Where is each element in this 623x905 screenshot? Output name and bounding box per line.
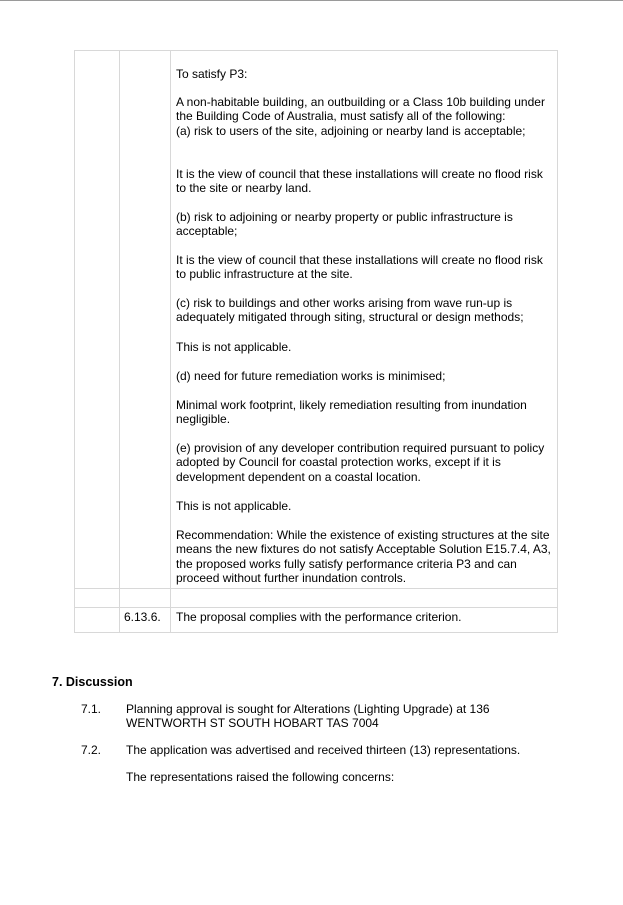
assessment-paragraph: This is not applicable. — [176, 499, 292, 513]
table-line — [74, 50, 558, 51]
discussion-item — [126, 743, 546, 757]
assessment-cell — [176, 296, 554, 325]
assessment-cell — [176, 167, 554, 196]
assessment-paragraph: (b) risk to adjoining or nearby property or public infrastructure is acceptable; — [176, 210, 513, 239]
assessment-cell — [176, 210, 554, 239]
table-line — [557, 50, 558, 633]
assessment-cell — [176, 95, 554, 138]
discussion-text: Planning approval is sought for Alterations (Lighting Upgrade) at 136 WENTWORTH ST SOUTH HOBART TAS 7004 — [126, 702, 490, 731]
table-line — [74, 588, 558, 589]
assessment-cell — [176, 528, 554, 586]
page-top-border — [0, 0, 623, 1]
assessment-paragraph: To satisfy P3: — [176, 67, 248, 81]
assessment-cell: The proposal complies with the performance criterion. — [176, 610, 462, 624]
assessment-cell — [176, 441, 554, 484]
table-line — [74, 607, 558, 608]
assessment-cell — [176, 499, 554, 513]
assessment-paragraph: It is the view of council that these installations will create no flood risk to public infrastructure at the site. — [176, 253, 543, 282]
table-line — [74, 632, 558, 633]
assessment-paragraph: Minimal work footprint, likely remediation resulting from inundation negligible. — [176, 398, 527, 427]
item-number: 7.2. — [81, 743, 102, 757]
assessment-paragraph: A non-habitable building, an outbuilding or a Class 10b building under the Building Code of Australia, must satisfy all of the following: — [176, 95, 545, 124]
assessment-paragraph: (e) provision of any developer contribution required pursuant to policy adopted by Council for coastal protection works, except if it is development dependent on a coastal location. — [176, 441, 545, 484]
discussion-text: The representations raised the following concerns: — [126, 770, 395, 784]
discussion-text: The application was advertised and received thirteen (13) representations. — [126, 743, 521, 757]
assessment-cell — [176, 253, 554, 282]
assessment-cell — [176, 398, 554, 427]
assessment-paragraph: (d) need for future remediation works is minimised; — [176, 369, 446, 383]
assessment-paragraph: This is not applicable. — [176, 340, 292, 354]
table-line — [74, 50, 75, 633]
assessment-cell — [176, 369, 554, 383]
assessment-paragraph: It is the view of council that these installations will create no flood risk to the site or nearby land. — [176, 167, 543, 196]
discussion-item — [126, 702, 546, 731]
table-line — [170, 50, 171, 633]
table-line — [119, 50, 120, 633]
discussion-followup — [126, 770, 546, 784]
assessment-cell — [176, 67, 554, 81]
assessment-paragraph: Recommendation: While the existence of existing structures at the site means the new fixtures do not satisfy Acceptable Solution E15.7.4, A3, the proposed works fully satisfy performance criteria P3 and can proceed without further inundation controls. — [176, 528, 551, 586]
section-number: 6.13.6. — [124, 610, 161, 624]
assessment-paragraph: (c) risk to buildings and other works arising from wave run-up is adequately mitigated through siting, structural or design methods; — [176, 296, 524, 325]
discussion-heading: 7. Discussion — [52, 675, 133, 689]
assessment-paragraph: (a) risk to users of the site, adjoining or nearby land is acceptable; — [176, 123, 526, 138]
item-number: 7.1. — [81, 702, 102, 716]
assessment-cell — [176, 340, 554, 354]
